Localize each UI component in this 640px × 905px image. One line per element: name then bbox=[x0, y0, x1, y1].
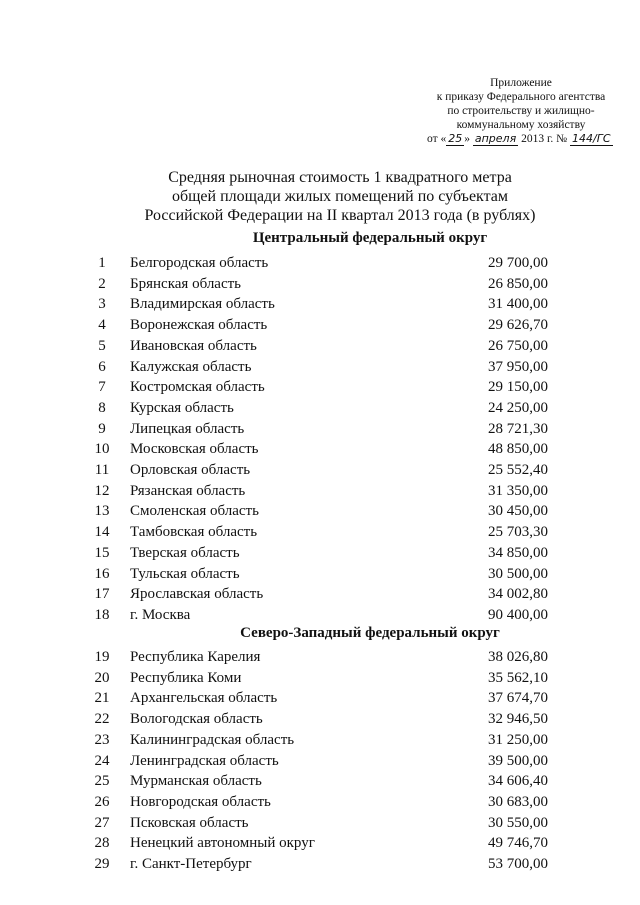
price-value: 25 703,30 bbox=[488, 524, 548, 541]
region-header: Северо-Западный федеральный округ bbox=[240, 625, 500, 641]
row-number: 23 bbox=[94, 731, 110, 748]
table-row bbox=[0, 854, 640, 874]
region-header: Центральный федеральный округ bbox=[252, 230, 488, 246]
row-number: 28 bbox=[94, 835, 110, 852]
price-value: 53 700,00 bbox=[488, 856, 548, 872]
title-line: Российской Федерации на II квартал 2013 года (в рублях) bbox=[144, 207, 536, 224]
title-line: общей площади жилых помещений по субъектам bbox=[171, 188, 509, 205]
region-name: Владимирская область bbox=[130, 296, 275, 313]
region-name: Белгородская область bbox=[130, 255, 269, 271]
appendix-block bbox=[405, 76, 637, 146]
table-row bbox=[0, 730, 640, 750]
table-row bbox=[0, 833, 640, 853]
order-day: 25 bbox=[448, 132, 463, 145]
region-name: Тамбовская область bbox=[130, 524, 258, 541]
price-value: 29 626,70 bbox=[488, 317, 548, 334]
table-row bbox=[0, 771, 640, 791]
row-number: 7 bbox=[98, 379, 106, 396]
table-row bbox=[0, 419, 640, 439]
price-value: 28 721,30 bbox=[488, 420, 548, 437]
table-row bbox=[0, 792, 640, 812]
order-year: 2013 г. № bbox=[521, 133, 568, 145]
table-row bbox=[0, 543, 640, 563]
price-value: 31 350,00 bbox=[488, 482, 548, 499]
table-row bbox=[0, 522, 640, 542]
region-name: Ивановская область bbox=[130, 337, 257, 354]
table-row bbox=[0, 751, 640, 771]
row-number: 9 bbox=[98, 420, 106, 437]
region-name: Воронежская область bbox=[130, 317, 268, 334]
row-number: 20 bbox=[94, 669, 110, 686]
price-value: 35 562,10 bbox=[488, 669, 548, 686]
row-number: 8 bbox=[98, 399, 106, 416]
price-value: 49 746,70 bbox=[488, 835, 548, 852]
table-row bbox=[0, 688, 640, 708]
price-value: 30 683,00 bbox=[488, 793, 548, 810]
table-row bbox=[0, 605, 640, 625]
region-name: Новгородская область bbox=[130, 793, 271, 810]
order-prefix: от « bbox=[427, 133, 447, 145]
price-value: 25 552,40 bbox=[488, 462, 548, 478]
row-number: 27 bbox=[94, 814, 110, 831]
row-number: 3 bbox=[98, 296, 106, 313]
price-value: 26 750,00 bbox=[488, 337, 548, 354]
appendix-line: Приложение bbox=[490, 77, 552, 89]
region-name: Смоленская область bbox=[130, 503, 259, 520]
row-number: 1 bbox=[98, 255, 106, 271]
price-value: 26 850,00 bbox=[488, 275, 548, 292]
appendix-line: к приказу Федерального агентства bbox=[436, 91, 606, 103]
region-name: Ленинградская область bbox=[130, 752, 279, 769]
appendix-line: коммунальному хозяйству bbox=[456, 119, 586, 131]
price-value: 34 002,80 bbox=[488, 586, 548, 603]
region-name: Ненецкий автономный округ bbox=[130, 835, 315, 852]
order-reference bbox=[405, 132, 637, 146]
table-row bbox=[0, 460, 640, 480]
region-name: Брянская область bbox=[130, 275, 242, 292]
row-number: 19 bbox=[94, 649, 110, 665]
table-row bbox=[0, 813, 640, 833]
row-number: 16 bbox=[94, 565, 110, 582]
order-mid: » bbox=[464, 133, 470, 145]
region-name: Архангельская область bbox=[130, 690, 278, 707]
table-row bbox=[0, 315, 640, 335]
row-number: 29 bbox=[94, 856, 110, 872]
price-value: 37 950,00 bbox=[488, 358, 548, 375]
price-value: 30 450,00 bbox=[488, 503, 548, 520]
price-value: 38 026,80 bbox=[488, 649, 548, 665]
region-name: Костромская область bbox=[130, 379, 265, 396]
row-number: 11 bbox=[94, 462, 110, 478]
table-row bbox=[0, 336, 640, 356]
region-name: Псковская область bbox=[130, 814, 249, 831]
region-name: Республика Карелия bbox=[130, 649, 261, 665]
region-name: Мурманская область bbox=[130, 773, 262, 790]
appendix-line: по строительству и жилищно- bbox=[447, 105, 595, 117]
row-number: 15 bbox=[94, 544, 110, 561]
price-value: 30 550,00 bbox=[488, 814, 548, 831]
row-number: 26 bbox=[94, 793, 110, 810]
table-row bbox=[0, 439, 640, 459]
row-number: 14 bbox=[94, 524, 110, 541]
region-name: Липецкая область bbox=[130, 420, 245, 437]
price-value: 32 946,50 bbox=[488, 711, 548, 728]
price-value: 29 150,00 bbox=[488, 379, 548, 396]
region-name: Калужская область bbox=[130, 358, 252, 375]
price-value: 48 850,00 bbox=[488, 441, 548, 458]
table-row bbox=[0, 294, 640, 314]
region-name: Орловская область bbox=[130, 462, 251, 478]
table-row bbox=[0, 398, 640, 418]
region-name: г. Москва bbox=[130, 606, 191, 623]
table-row bbox=[0, 253, 640, 273]
region-name: Курская область bbox=[130, 399, 234, 416]
region-name: Республика Коми bbox=[130, 669, 242, 686]
document-title bbox=[120, 168, 560, 225]
table-row bbox=[0, 377, 640, 397]
table-row bbox=[0, 274, 640, 294]
row-number: 25 bbox=[94, 773, 110, 790]
price-value: 24 250,00 bbox=[488, 399, 548, 416]
row-number: 5 bbox=[98, 337, 106, 354]
order-month: апреля bbox=[474, 132, 517, 145]
table-row bbox=[0, 481, 640, 501]
row-number: 6 bbox=[98, 358, 106, 375]
region-name: г. Санкт-Петербург bbox=[130, 856, 252, 872]
price-value: 31 250,00 bbox=[488, 731, 548, 748]
region-name: Тверская область bbox=[130, 544, 240, 561]
row-number: 13 bbox=[94, 503, 110, 520]
price-value: 29 700,00 bbox=[488, 255, 548, 271]
price-value: 39 500,00 bbox=[488, 752, 548, 769]
price-value: 37 674,70 bbox=[488, 690, 548, 707]
order-number: 144/ГС bbox=[572, 132, 611, 145]
table-row bbox=[0, 357, 640, 377]
row-number: 24 bbox=[94, 752, 110, 769]
row-number: 21 bbox=[94, 690, 110, 707]
title-line: Средняя рыночная стоимость 1 квадратного метра bbox=[168, 169, 512, 186]
row-number: 17 bbox=[94, 586, 110, 603]
region-name: Тульская область bbox=[130, 565, 240, 582]
row-number: 2 bbox=[98, 275, 106, 292]
table-row bbox=[0, 564, 640, 584]
price-value: 34 850,00 bbox=[488, 544, 548, 561]
row-number: 18 bbox=[94, 606, 110, 623]
table-row bbox=[0, 709, 640, 729]
price-value: 90 400,00 bbox=[488, 606, 548, 623]
region-name: Калининградская область bbox=[130, 731, 295, 748]
table-row bbox=[0, 501, 640, 521]
region-name: Рязанская область bbox=[130, 482, 246, 499]
price-value: 34 606,40 bbox=[488, 773, 548, 790]
row-number: 10 bbox=[94, 441, 110, 458]
table-row bbox=[0, 668, 640, 688]
price-value: 30 500,00 bbox=[488, 565, 548, 582]
region-name: Московская область bbox=[130, 441, 259, 458]
region-name: Вологодская область bbox=[130, 711, 263, 728]
table-row bbox=[0, 584, 640, 604]
price-value: 31 400,00 bbox=[488, 296, 548, 313]
table-row bbox=[0, 647, 640, 667]
row-number: 4 bbox=[98, 317, 106, 334]
row-number: 12 bbox=[94, 482, 110, 499]
region-name: Ярославская область bbox=[130, 586, 264, 603]
row-number: 22 bbox=[94, 711, 110, 728]
